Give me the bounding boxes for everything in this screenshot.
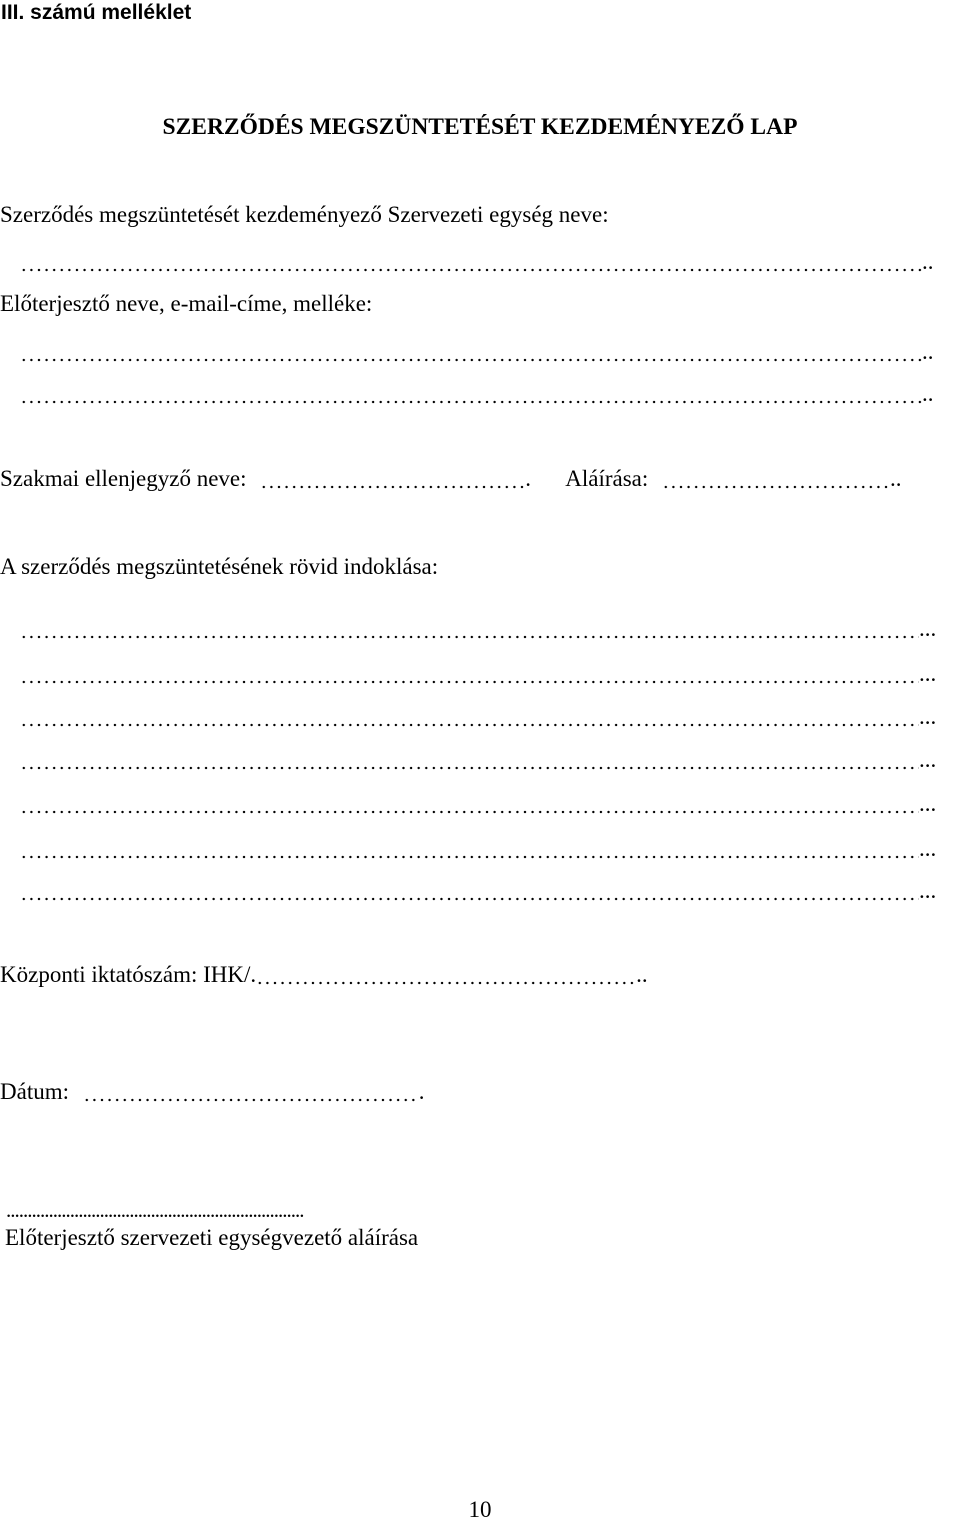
justification-line-1[interactable]: ... (20, 615, 936, 643)
registry-label: Központi iktatószám: IHK/. (0, 962, 257, 987)
date-label: Dátum: (0, 1079, 69, 1104)
signature-dots[interactable]: ...................................................................... (6, 1198, 304, 1222)
submitter-field-line-2[interactable]: .. (20, 380, 934, 408)
signature-label: Aláírása: (565, 466, 649, 491)
registry-field[interactable] (256, 961, 636, 989)
unit-name-label: Szerződés megszüntetését kezdeményező Szervezeti egység neve: (0, 202, 609, 227)
justification-line-3[interactable]: ... (20, 703, 936, 731)
signature-field[interactable] (662, 465, 890, 493)
justification-line-7[interactable]: ... (20, 877, 936, 905)
registry-row: Központi iktatószám: IHK/. .. (0, 962, 648, 987)
unit-head-signature-label: Előterjesztő szervezeti egységvezető aláírása (5, 1225, 419, 1250)
reviewer-field[interactable] (260, 465, 525, 493)
justification-line-5[interactable]: ... (20, 790, 936, 818)
unit-name-field[interactable]: .. (20, 248, 934, 276)
annex-label: III. számú melléklet (1, 1, 192, 24)
reviewer-row: Szakmai ellenjegyző neve: . Aláírása: .. (0, 466, 902, 491)
justification-label: A szerződés megszüntetésének rövid indoklása: (0, 554, 439, 579)
date-field[interactable] (83, 1078, 419, 1106)
form-title: SZERZŐDÉS MEGSZÜNTETÉSÉT KEZDEMÉNYEZŐ LAP (162, 114, 798, 140)
page-number: 10 (468, 1497, 492, 1522)
reviewer-label: Szakmai ellenjegyző neve: (0, 466, 247, 491)
justification-line-2[interactable]: ... (20, 660, 936, 688)
submitter-field-line-1[interactable]: .. (20, 338, 934, 366)
submitter-label: Előterjesztő neve, e-mail-címe, melléke: (0, 291, 373, 316)
justification-line-4[interactable]: ... (20, 746, 936, 774)
date-row: Dátum: . (0, 1079, 425, 1104)
justification-line-6[interactable]: ... (20, 835, 936, 863)
